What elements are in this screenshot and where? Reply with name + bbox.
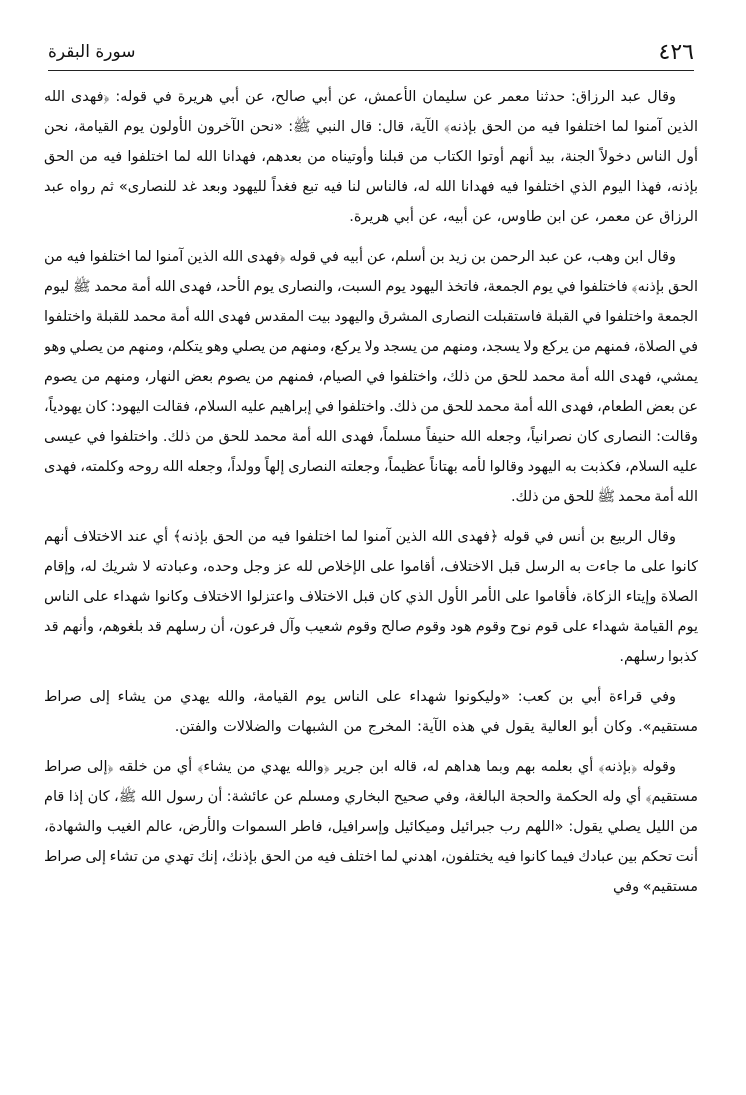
paragraph-ubayy-reading: وفي قراءة أبي بن كعب: «وليكونوا شهداء على الناس يوم القيامة، والله يهدي من يشاء إلى صراط مستقيم». وكان أبو العالية يقول في هذه الآية: المخرج من الشبهات والضلالات والفتن. bbox=[44, 689, 698, 735]
page-header bbox=[48, 38, 694, 68]
page-body bbox=[44, 82, 698, 1087]
paragraph-rabi-bin-anas: وقال الربيع بن أنس في قوله ﴿فهدى الله الذين آمنوا لما اختلفوا فيه من الحق بإذنه﴾ أي عند الاختلاف أنهم كانوا على ما جاءت به الرسل قبل الاختلاف، أقاموا على الإخلاص لله عز وجل وحده، وعبادته لا شريك له، وإقام الصلاة وإيتاء الزكاة، فأقاموا على الأمر الأول الذي كان قبل الاختلاف واعتزلوا الاختلاف وكانوا شهداء على الناس يوم القيامة شهداء على قوم نوح وقوم هود وقوم صالح وقوم شعيب وآل فرعون، أن رسلهم قد بلغوهم، وأنهم قد كذبوا رسلهم. bbox=[44, 529, 698, 665]
paragraph-ibn-wahb: وقال ابن وهب، عن عبد الرحمن بن زيد بن أسلم، عن أبيه في قوله ﴿فهدى الله الذين آمنوا لما اختلفوا فيه من الحق بإذنه﴾ فاختلفوا في يوم الجمعة، فاتخذ اليهود يوم السبت، والنصارى يوم الأحد، فهدى الله أمة محمد ﷺ ليوم الجمعة واختلفوا في القبلة فاستقبلت النصارى المشرق واليهود بيت المقدس فهدى الله أمة محمد للقبلة واختلفوا في الصلاة، فمنهم من يركع ولا يسجد، ومنهم من يسجد ولا يركع، ومنهم من يصلي وهو يتكلم، ومنهم من يصلي وهو يمشي، فهدى الله أمة محمد للحق من ذلك، واختلفوا في الصيام، فمنهم من يصوم بعض النهار، ومنهم من يصوم عن بعض الطعام، فهدى الله أمة محمد للحق من ذلك. واختلفوا في إبراهيم عليه السلام، فقالت اليهود: كان يهودياً، وقالت: النصارى كان نصرانياً، وجعله الله حنيفاً مسلماً، فهدى الله أمة محمد للحق من ذلك. واختلفوا في عيسى عليه السلام، فكذبت به اليهود وقالوا لأمه بهتاناً عظيماً، وجعلته النصارى إلهاً وولداً، وجعله الله روحه وكلمته، فهدى الله أمة محمد ﷺ للحق من ذلك. bbox=[44, 249, 698, 505]
page-number: ٤٢٦ bbox=[658, 40, 694, 65]
paragraph-bi-idhnihi: وقوله ﴿بإذنه﴾ أي بعلمه بهم وبما هداهم له، قاله ابن جرير ﴿والله يهدي من يشاء﴾ أي من خلقه ﴿إلى صراط مستقيم﴾ أي وله الحكمة والحجة البالغة، وفي صحيح البخاري ومسلم عن عائشة: أن رسول الله ﷺ، كان إذا قام من الليل يصلي يقول: «اللهم رب جبرائيل وميكائيل وإسرافيل، فاطر السموات والأرض، عالم الغيب والشهادة، أنت تحكم بين عبادك فيما كانوا فيه يختلفون، اهدني لما اختلف فيه من الحق بإذنك، إنك تهدي من تشاء إلى صراط مستقيم» وفي bbox=[44, 759, 698, 895]
header-divider bbox=[48, 70, 694, 71]
paragraph-hadith-abdul-razzaq: وقال عبد الرزاق: حدثنا معمر عن سليمان الأعمش، عن أبي صالح، عن أبي هريرة في قوله: ﴿فهدى الله الذين آمنوا لما اختلفوا فيه من الحق بإذنه﴾ الآية، قال: قال النبي ﷺ: «نحن الآخرون الأولون يوم القيامة، نحن أول الناس دخولاً الجنة، بيد أنهم أوتوا الكتاب من قبلنا وأوتيناه من بعدهم، فهدانا الله لما اختلفوا فيه من الحق بإذنه، فهذا اليوم الذي اختلفوا فيه فهدانا الله له، فالناس لنا فيه تبع فغداً لليهود وبعد غد للنصارى» ثم رواه عبد الرزاق عن معمر، عن ابن طاوس، عن أبيه، عن أبي هريرة. bbox=[44, 89, 698, 225]
surah-title: سورة البقرة bbox=[48, 42, 136, 62]
